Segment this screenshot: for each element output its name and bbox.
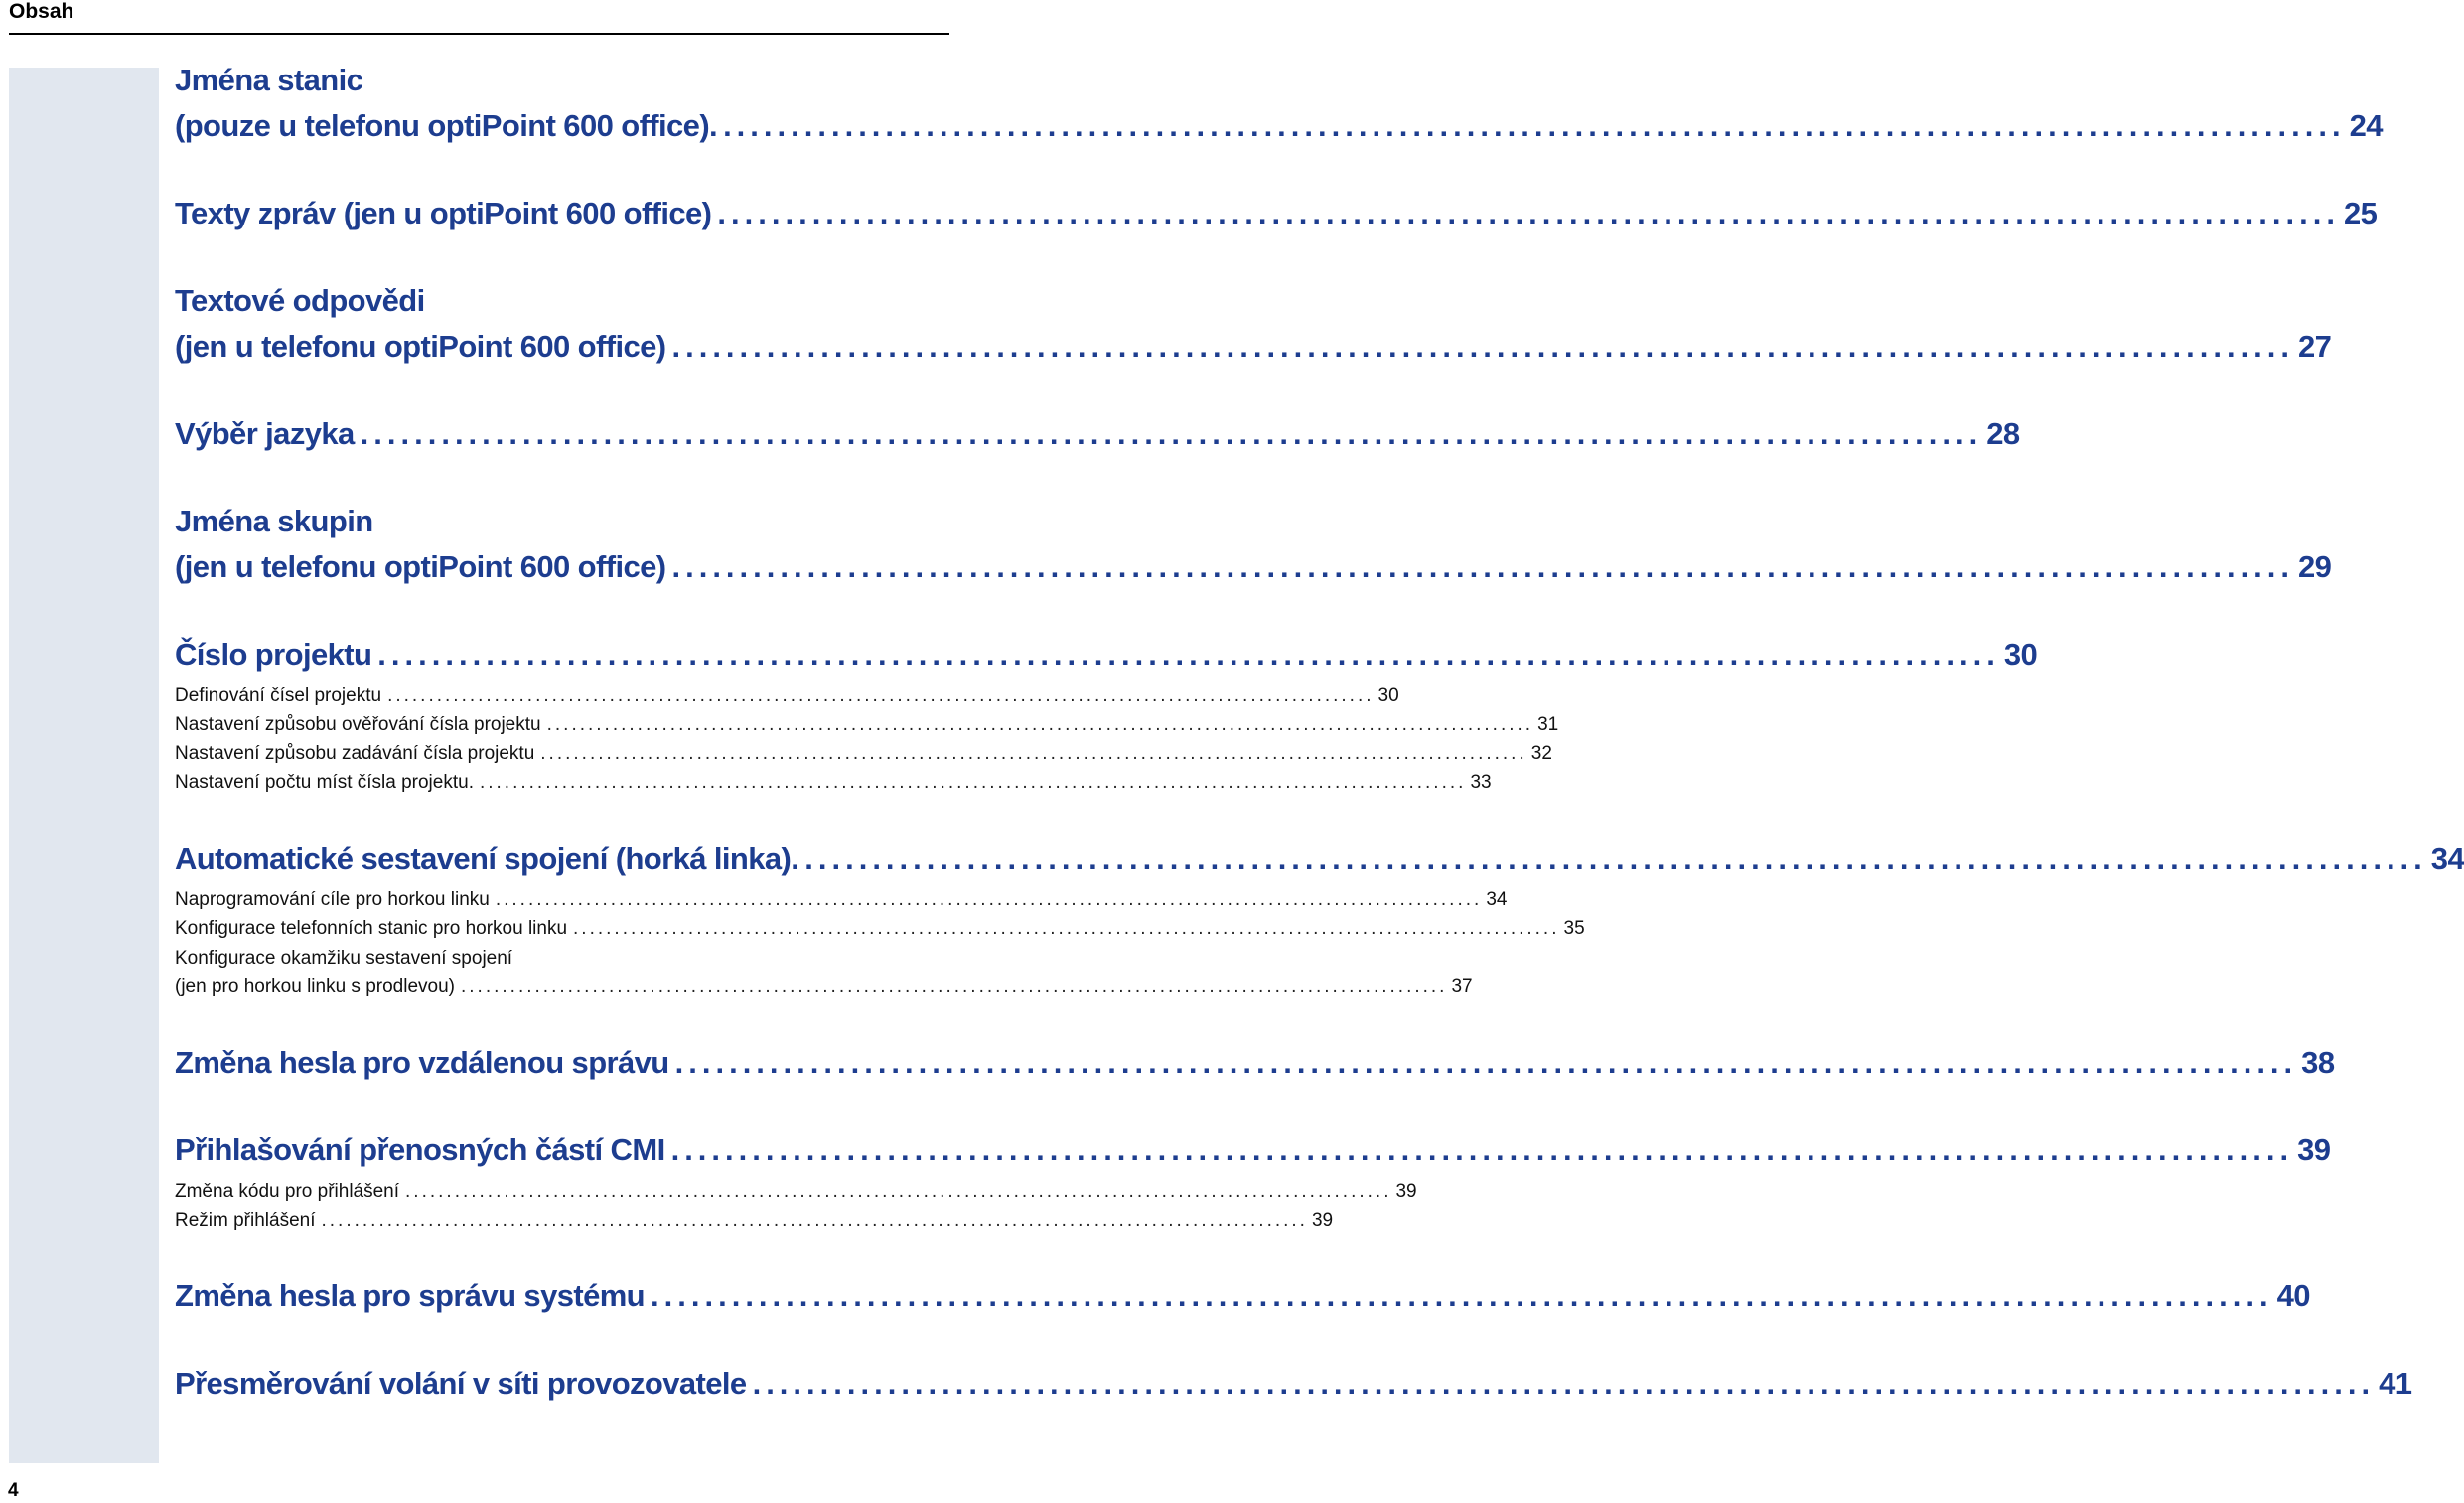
toc-page-number: 37: [1451, 977, 1473, 997]
section-title: Obsah: [9, 0, 74, 23]
leader-dots: ........................................................................................................................: [387, 685, 1375, 706]
toc-entry-label: Naprogramování cíle pro horkou linku: [175, 889, 490, 910]
toc-subentry-nastaveni-zadavani[interactable]: [175, 741, 1552, 767]
toc-entry-label: Nastavení způsobu ověřování čísla projektu: [175, 714, 541, 735]
leader-dots: ........................................................................................................................: [651, 1278, 2273, 1313]
toc-entry-texty-zprav[interactable]: [175, 194, 2378, 233]
toc-entry-jmena-skupin[interactable]: [175, 547, 2332, 587]
toc-entry-label: Automatické sestavení spojení (horká linka).: [175, 841, 799, 876]
toc-entry-label: Výběr jazyka: [175, 416, 355, 451]
leader-dots: ........................................................................................................................: [540, 743, 1527, 764]
toc-page-number: 30: [2003, 637, 2038, 672]
toc-entry-cislo-projektu[interactable]: [175, 635, 2038, 675]
toc-entry-label: Konfigurace telefonních stanic pro horkou linku: [175, 918, 568, 939]
toc-entry-textove-odpovedi-line1: Textové odpovědi: [175, 283, 425, 318]
toc-entry-label: Přesměrování volání v síti provozovatele: [175, 1366, 747, 1401]
toc-page-number: 30: [1377, 685, 1399, 706]
toc-subentry-definovani-cisel[interactable]: [175, 683, 1399, 709]
leader-dots: ........................................................................................................................: [405, 1181, 1392, 1202]
leader-dots: ........................................................................................................................: [479, 772, 1467, 793]
leader-dots: ........................................................................................................................: [360, 416, 1983, 451]
toc-entry-zmena-hesla-systemu[interactable]: [175, 1277, 2310, 1316]
toc-entry-label: Režim přihlášení: [175, 1210, 316, 1231]
leader-dots: ........................................................................................................................: [804, 841, 2427, 876]
toc-subentry-konfigurace-okamziku[interactable]: [175, 975, 1473, 1000]
leader-dots: ........................................................................................................................: [546, 714, 1534, 735]
leader-dots: ........................................................................................................................: [723, 108, 2346, 143]
leader-dots: ........................................................................................................................: [377, 637, 2000, 672]
toc-entry-label: Definování čísel projektu: [175, 685, 382, 706]
page-number: 4: [8, 1480, 19, 1501]
toc-entry-presmerovani-volani[interactable]: [175, 1364, 2412, 1404]
toc-subentry-nastaveni-poctu[interactable]: [175, 770, 1492, 796]
toc-page-number: 38: [2301, 1045, 2335, 1080]
toc-page-number: 25: [2343, 196, 2378, 230]
toc-page-number: 28: [1986, 416, 2020, 451]
toc-entry-label: Přihlašování přenosných částí CMI: [175, 1132, 665, 1167]
toc-subentry-nastaveni-overovani[interactable]: [175, 712, 1559, 738]
leader-dots: ........................................................................................................................: [461, 977, 1448, 997]
toc-subentry-naprogramovani-cile[interactable]: [175, 887, 1508, 913]
toc-entry-label: (jen u telefonu optiPoint 600 office): [175, 329, 666, 364]
toc-page-number: 33: [1470, 772, 1492, 793]
toc-entry-automaticke-sestaveni[interactable]: [175, 839, 2464, 879]
leader-dots: ........................................................................................................................: [671, 329, 2295, 364]
toc-entry-label: (jen pro horkou linku s prodlevou): [175, 977, 455, 997]
toc-entry-label: Změna hesla pro vzdálenou správu: [175, 1045, 669, 1080]
toc-entry-label: (pouze u telefonu optiPoint 600 office).: [175, 108, 718, 143]
toc-entry-prihlasovani-cmi[interactable]: [175, 1130, 2331, 1170]
toc-page-number: 39: [1395, 1181, 1417, 1202]
toc-page-number: 35: [1563, 918, 1585, 939]
leader-dots: ........................................................................................................................: [717, 196, 2340, 230]
leader-dots: ........................................................................................................................: [752, 1366, 2376, 1401]
leader-dots: ........................................................................................................................: [573, 918, 1560, 939]
toc-page-number: 31: [1537, 714, 1559, 735]
toc-page-number: 39: [2297, 1132, 2331, 1167]
toc-entry-label: Změna kódu pro přihlášení: [175, 1181, 400, 1202]
toc-entry-zmena-hesla-vzdalenou[interactable]: [175, 1043, 2335, 1083]
toc-entry-vyber-jazyka[interactable]: [175, 414, 2020, 454]
leader-dots: ........................................................................................................................: [670, 1132, 2294, 1167]
toc-page-number: 40: [2276, 1278, 2310, 1313]
toc-entry-textove-odpovedi[interactable]: [175, 327, 2332, 367]
toc-page-number: 24: [2349, 108, 2383, 143]
leader-dots: ........................................................................................................................: [495, 889, 1483, 910]
toc-page-number: 39: [1311, 1210, 1334, 1231]
toc-entry-jmena-stanic[interactable]: [175, 106, 2383, 146]
toc-page-number: 34: [2430, 841, 2464, 876]
toc-entry-label: Nastavení způsobu zadávání čísla projektu: [175, 743, 535, 764]
toc-entry-label: Texty zpráv (jen u optiPoint 600 office): [175, 196, 712, 230]
header-rule: [9, 33, 949, 35]
toc-entry-label: Změna hesla pro správu systému: [175, 1278, 646, 1313]
toc-entry-jmena-skupin-line1: Jména skupin: [175, 504, 373, 538]
toc-entry-jmena-stanic-line1: Jména stanic: [175, 63, 363, 97]
toc-entry-label: Číslo projektu: [175, 637, 372, 672]
toc-page-number: 32: [1530, 743, 1552, 764]
leader-dots: ........................................................................................................................: [674, 1045, 2298, 1080]
leader-dots: ........................................................................................................................: [671, 549, 2295, 584]
toc-entry-label: Nastavení počtu míst čísla projektu.: [175, 772, 474, 793]
toc-page-number: 34: [1486, 889, 1508, 910]
toc-page-number: 29: [2298, 549, 2332, 584]
toc-page-number: 27: [2298, 329, 2332, 364]
toc-subentry-rezim-prihlaseni[interactable]: [175, 1208, 1334, 1234]
leader-dots: ........................................................................................................................: [321, 1210, 1308, 1231]
toc-subentry-konfigurace-stanic[interactable]: [175, 916, 1585, 942]
toc-subentry-zmena-kodu[interactable]: [175, 1179, 1417, 1205]
side-panel: [9, 68, 159, 1463]
toc-subentry-konfigurace-okamziku-line1: Konfigurace okamžiku sestavení spojení: [175, 948, 513, 969]
toc-page-number: 41: [2379, 1366, 2412, 1401]
toc-entry-label: (jen u telefonu optiPoint 600 office): [175, 549, 666, 584]
